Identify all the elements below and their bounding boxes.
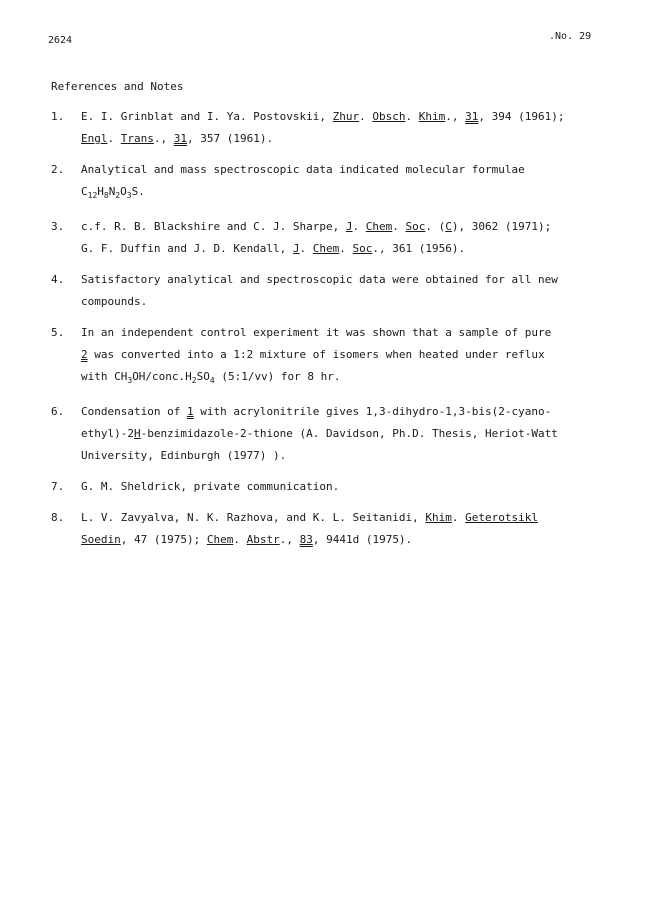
text-run: . [233,533,247,547]
text-run: SO [196,370,210,384]
reference-number: 3. [51,220,65,234]
subscript: 12 [87,191,98,201]
underlined-text: J [292,242,300,256]
bold-reference-number: 31 [465,110,479,123]
reference-item [51,159,631,207]
underlined-text: Soc [352,242,373,256]
reference-text [81,216,631,260]
reference-text [81,322,631,392]
text-run: -benzimidazole-2-thione (A. Davidson, Ph.D. Thesis, Heriot-Watt [140,427,558,441]
text-run: L. V. Zavyalva, N. K. Razhova, and K. L. Seitanidi, [81,511,426,525]
text-run: . [352,220,366,234]
reference-line [81,269,631,291]
reference-number: 2. [51,163,65,176]
text-run: . [299,242,313,256]
subscript: 2 [115,191,121,201]
text-run: E. I. Grinblat and I. Ya. Postovskii, [81,110,333,123]
reference-number: 6. [51,405,65,419]
reference-line [81,322,631,344]
text-run: . [107,132,121,145]
reference-text [81,106,631,150]
text-run: , 394 (1961); [478,110,565,123]
underlined-text: Obsch [372,110,406,123]
reference-number: 8. [51,511,65,525]
reference-text [81,401,631,467]
reference-text [81,476,631,498]
reference-line [81,344,631,366]
underlined-text: Khim [418,110,446,123]
text-run: O [120,185,127,198]
text-run: ., [445,110,466,123]
text-run: ), 3062 (1971); [451,220,552,234]
text-run: ., 361 (1956). [372,242,466,256]
underlined-text: H [133,427,141,441]
text-run: . [405,110,419,123]
text-run: ., [153,132,174,145]
underlined-text: Engl [81,132,108,145]
text-run: Analytical and mass spectroscopic data indicated molecular formulae [81,163,525,176]
text-run: . ( [425,220,446,234]
reference-line [81,106,631,128]
underlined-text: Geterotsikl [465,511,538,525]
subscript: 8 [103,191,109,201]
reference-number: 7. [51,480,65,494]
text-run: ., [279,533,300,547]
reference-line [81,529,631,551]
reference-text [81,269,631,313]
reference-line [81,476,631,498]
bold-reference-number: 1 [186,405,194,419]
underlined-text: Chem [206,533,234,547]
text-run: . [392,220,406,234]
underlined-text: Trans [120,132,154,145]
reference-item [51,401,631,467]
section-heading: References and Notes [51,80,184,93]
reference-item [51,216,631,260]
text-run: S. [131,185,145,198]
reference-item [51,269,631,313]
underlined-text: Soc [405,220,426,234]
underlined-text: Khim [425,511,452,525]
reference-line [81,423,631,445]
reference-line [81,401,631,423]
underlined-text: J [345,220,353,234]
text-run: Condensation of [81,405,187,419]
text-run: University, Edinburgh (1977) ). [81,449,287,463]
bold-reference-number: 31 [173,132,187,145]
bold-reference-number: 83 [299,533,313,547]
reference-item [51,322,631,392]
text-run: Satisfactory analytical and spectroscopic data were obtained for all new [81,273,558,287]
text-run: N [108,185,116,198]
reference-line [81,159,631,181]
reference-number: 5. [51,326,65,340]
text-run: ethyl)-2 [81,427,134,441]
underlined-text: Chem [365,220,393,234]
text-run: was converted into a 1:2 mixture of isomers when heated under reflux [87,348,545,362]
text-run: , 47 (1975); [120,533,207,547]
text-run: . [339,242,353,256]
text-run: (5:1/vv) for 8 hr. [214,370,341,384]
underlined-text: C [445,220,452,234]
bold-reference-number: 2 [81,348,88,362]
reference-line [81,366,631,392]
subscript: 3 [126,191,132,201]
underlined-text: Chem [312,242,340,256]
text-run: compounds. [81,295,148,309]
text-run: , 357 (1961). [187,132,274,145]
underlined-text: Soedin [81,533,121,547]
subscript: 4 [209,376,215,386]
text-run: G. M. Sheldrick, private communication. [81,480,340,494]
reference-line [81,507,631,529]
reference-list [51,106,631,560]
text-run: OH/conc.H [132,370,192,384]
underlined-text: Abstr [246,533,280,547]
reference-number: 4. [51,273,65,287]
reference-line [81,238,631,260]
subscript: 3 [127,376,133,386]
underlined-text: Zhur [332,110,360,123]
reference-text [81,507,631,551]
reference-line [81,445,631,467]
reference-item [51,476,631,498]
reference-line [81,128,631,150]
text-run: with acrylonitrile gives 1,3-dihydro-1,3-bis(2-cyano- [193,405,552,419]
text-run: . [451,511,466,525]
reference-line [81,216,631,238]
reference-number: 1. [51,110,65,123]
text-run: H [97,185,104,198]
text-run: . [359,110,373,123]
text-run: C [81,185,88,198]
text-run: G. F. Duffin and J. D. Kendall, [81,242,293,256]
text-run: c.f. R. B. Blackshire and C. J. Sharpe, [81,220,346,234]
page-number: 2624 [48,35,73,46]
subscript: 2 [191,376,197,386]
text-run: with CH [81,370,128,384]
reference-text [81,159,631,207]
issue-number: .No. 29 [549,31,592,42]
text-run: , 9441d (1975). [312,533,413,547]
reference-line [81,291,631,313]
text-run: In an independent control experiment it was shown that a sample of pure [81,326,552,340]
reference-line [81,181,631,207]
reference-item [51,106,631,150]
reference-item [51,507,631,551]
